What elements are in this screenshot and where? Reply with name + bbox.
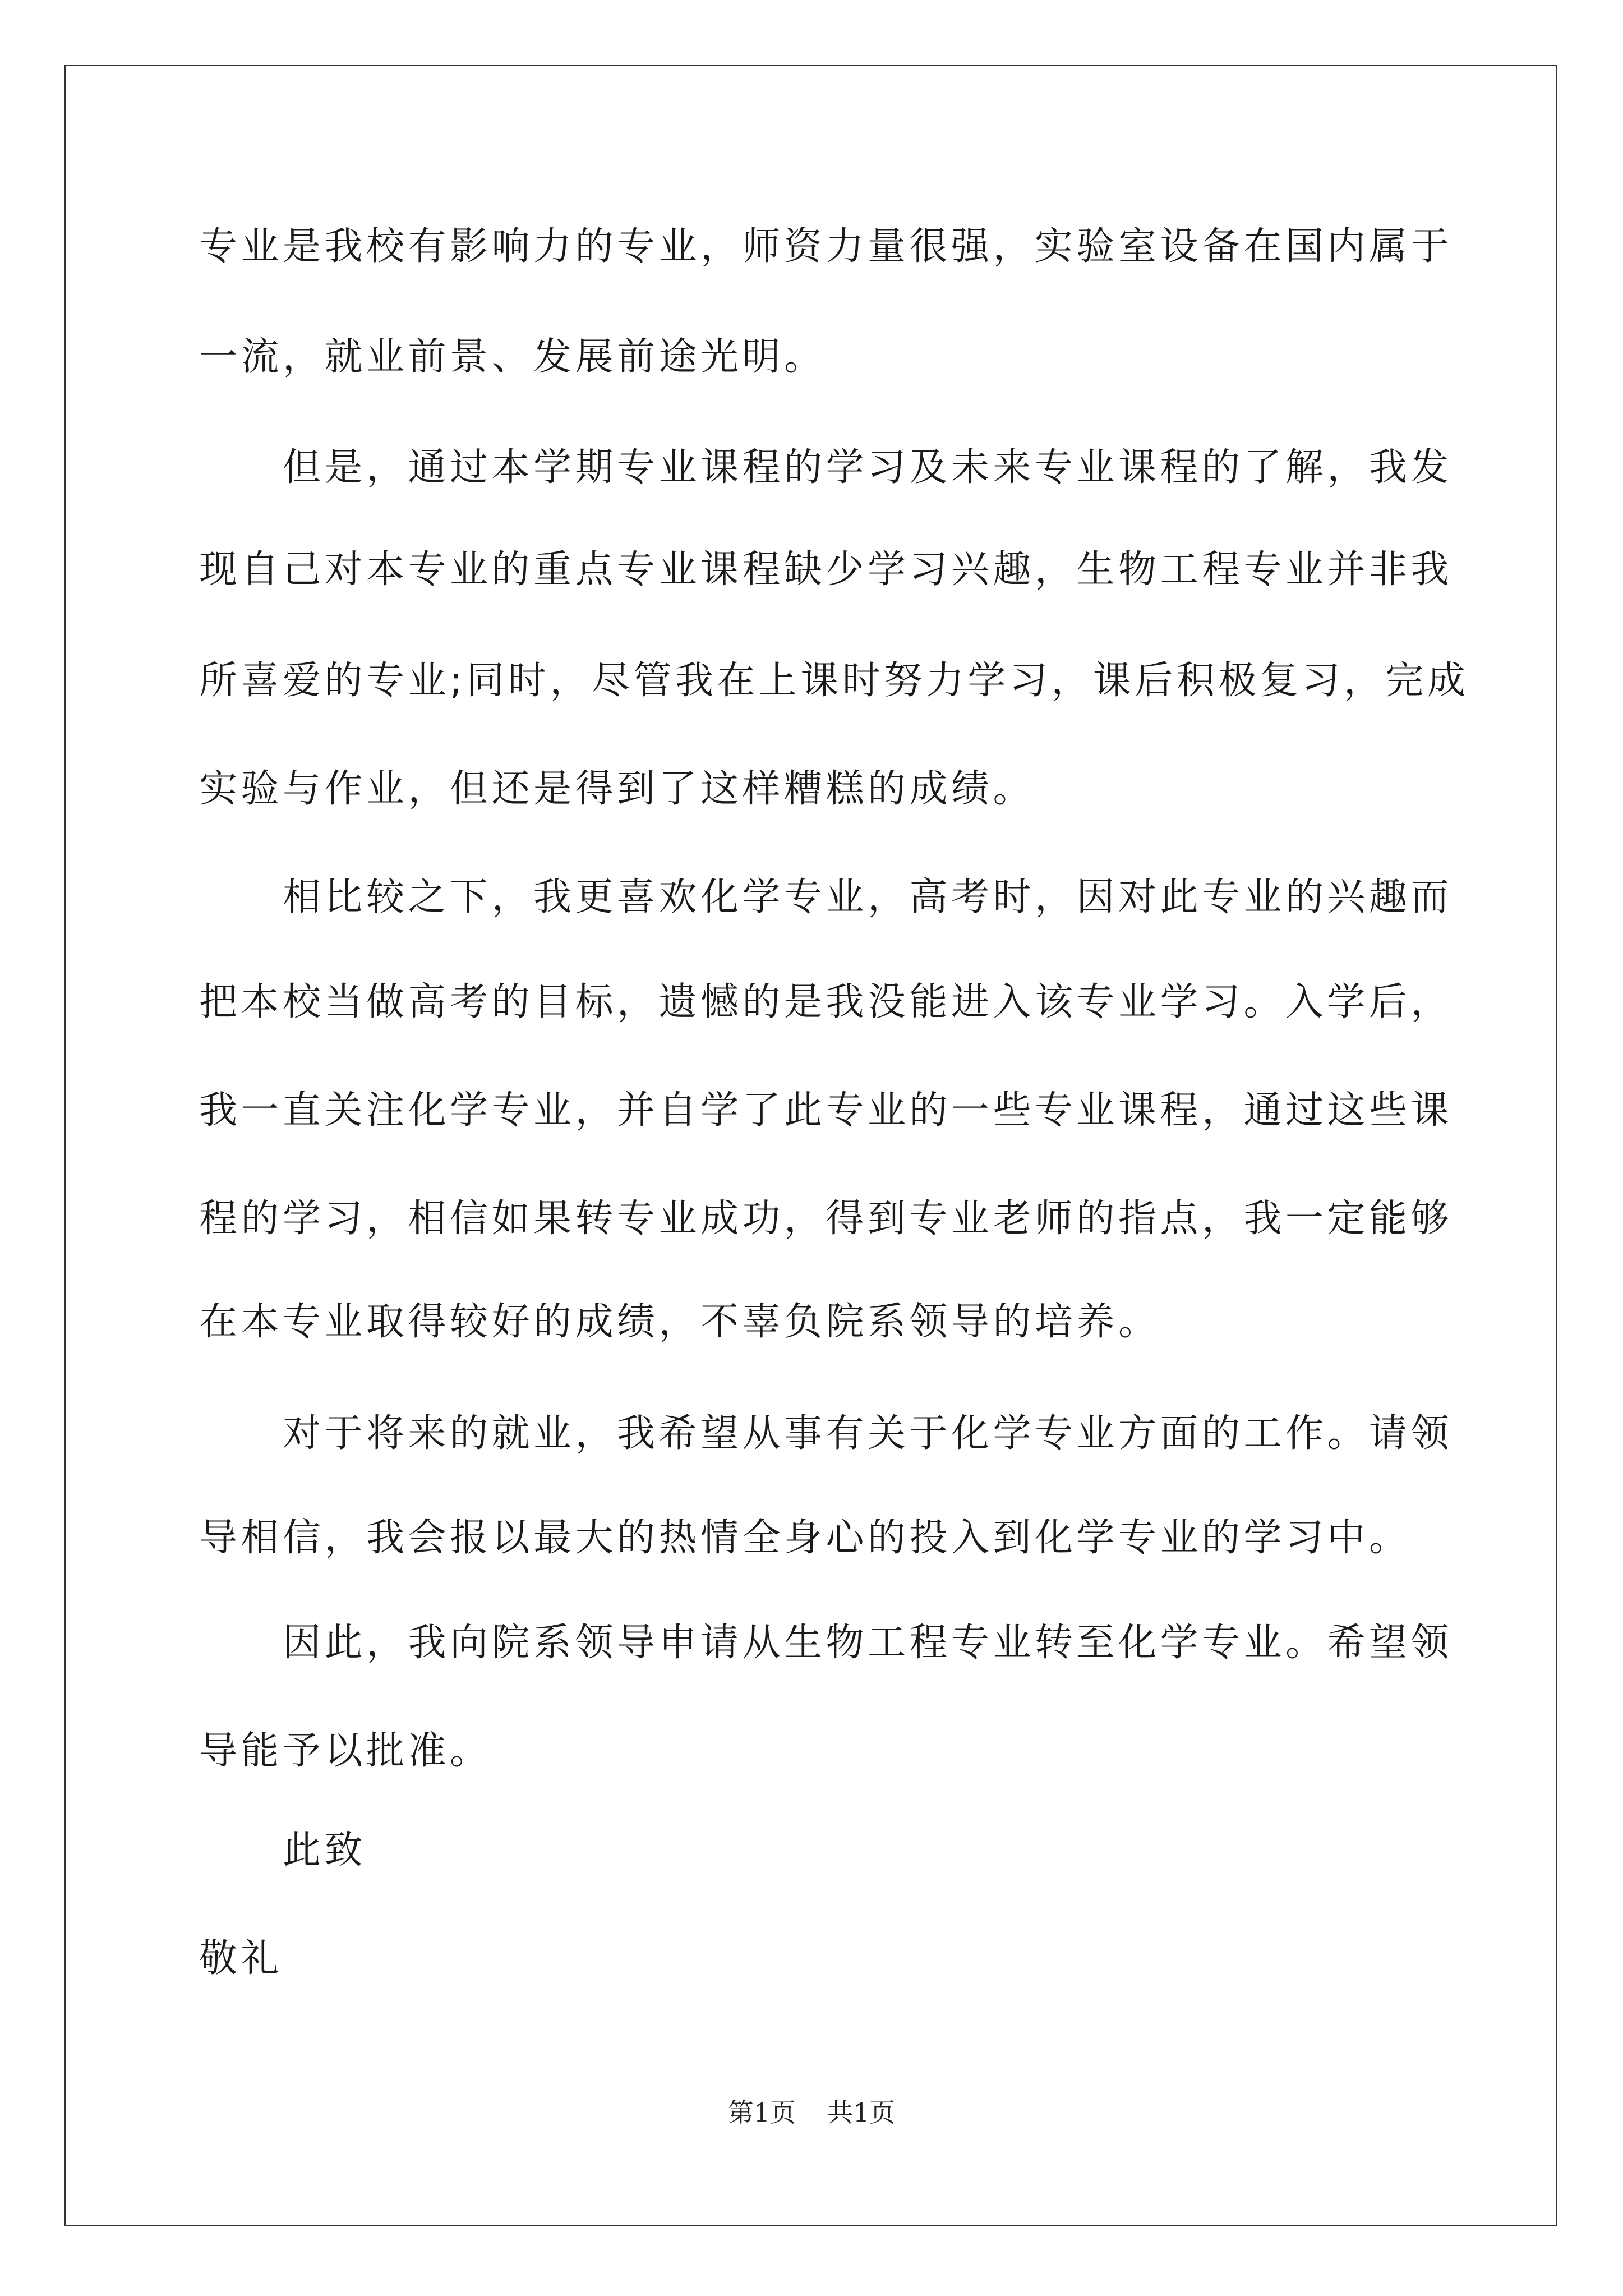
text-line: 把本校当做高考的目标，遗憾的是我没能进入该专业学习。入学后， <box>199 980 1453 1024</box>
text-line: 实验与作业，但还是得到了这样糟糕的成绩。 <box>199 767 1035 811</box>
text-line: 所喜爱的专业;同时，尽管我在上课时努力学习，课后积极复习，完成 <box>199 659 1469 703</box>
text-line: 但是，通过本学期专业课程的学习及未来专业课程的了解，我发 <box>199 445 1453 490</box>
page-footer <box>0 2097 1623 2128</box>
text-line: 现自己对本专业的重点专业课程缺少学习兴趣，生物工程专业并非我 <box>199 547 1453 592</box>
text-line: 导相信，我会报以最大的热情全身心的投入到化学专业的学习中。 <box>199 1516 1411 1560</box>
text-line: 专业是我校有影响力的专业，师资力量很强，实验室设备在国内属于 <box>199 224 1453 269</box>
text-line: 在本专业取得较好的成绩，不辜负院系领导的培养。 <box>199 1300 1160 1344</box>
page-border <box>64 65 1557 2226</box>
text-line: 因此，我向院系领导申请从生物工程专业转至化学专业。希望领 <box>199 1621 1453 1665</box>
text-line: 导能予以批准。 <box>199 1729 492 1773</box>
text-line: 程的学习，相信如果转专业成功，得到专业老师的指点，我一定能够 <box>199 1197 1453 1241</box>
page-total: 共1页 <box>827 2097 896 2128</box>
page-number: 第1页 <box>727 2097 796 2128</box>
text-line: 相比较之下，我更喜欢化学专业，高考时，因对此专业的兴趣而 <box>199 875 1453 919</box>
closing-regards: 敬礼 <box>199 1936 283 1981</box>
text-line: 对于将来的就业，我希望从事有关于化学专业方面的工作。请领 <box>199 1411 1453 1456</box>
text-line: 一流，就业前景、发展前途光明。 <box>199 335 826 379</box>
closing-salutation: 此致 <box>199 1828 367 1872</box>
text-line: 我一直关注化学专业，并自学了此专业的一些专业课程，通过这些课 <box>199 1088 1453 1133</box>
